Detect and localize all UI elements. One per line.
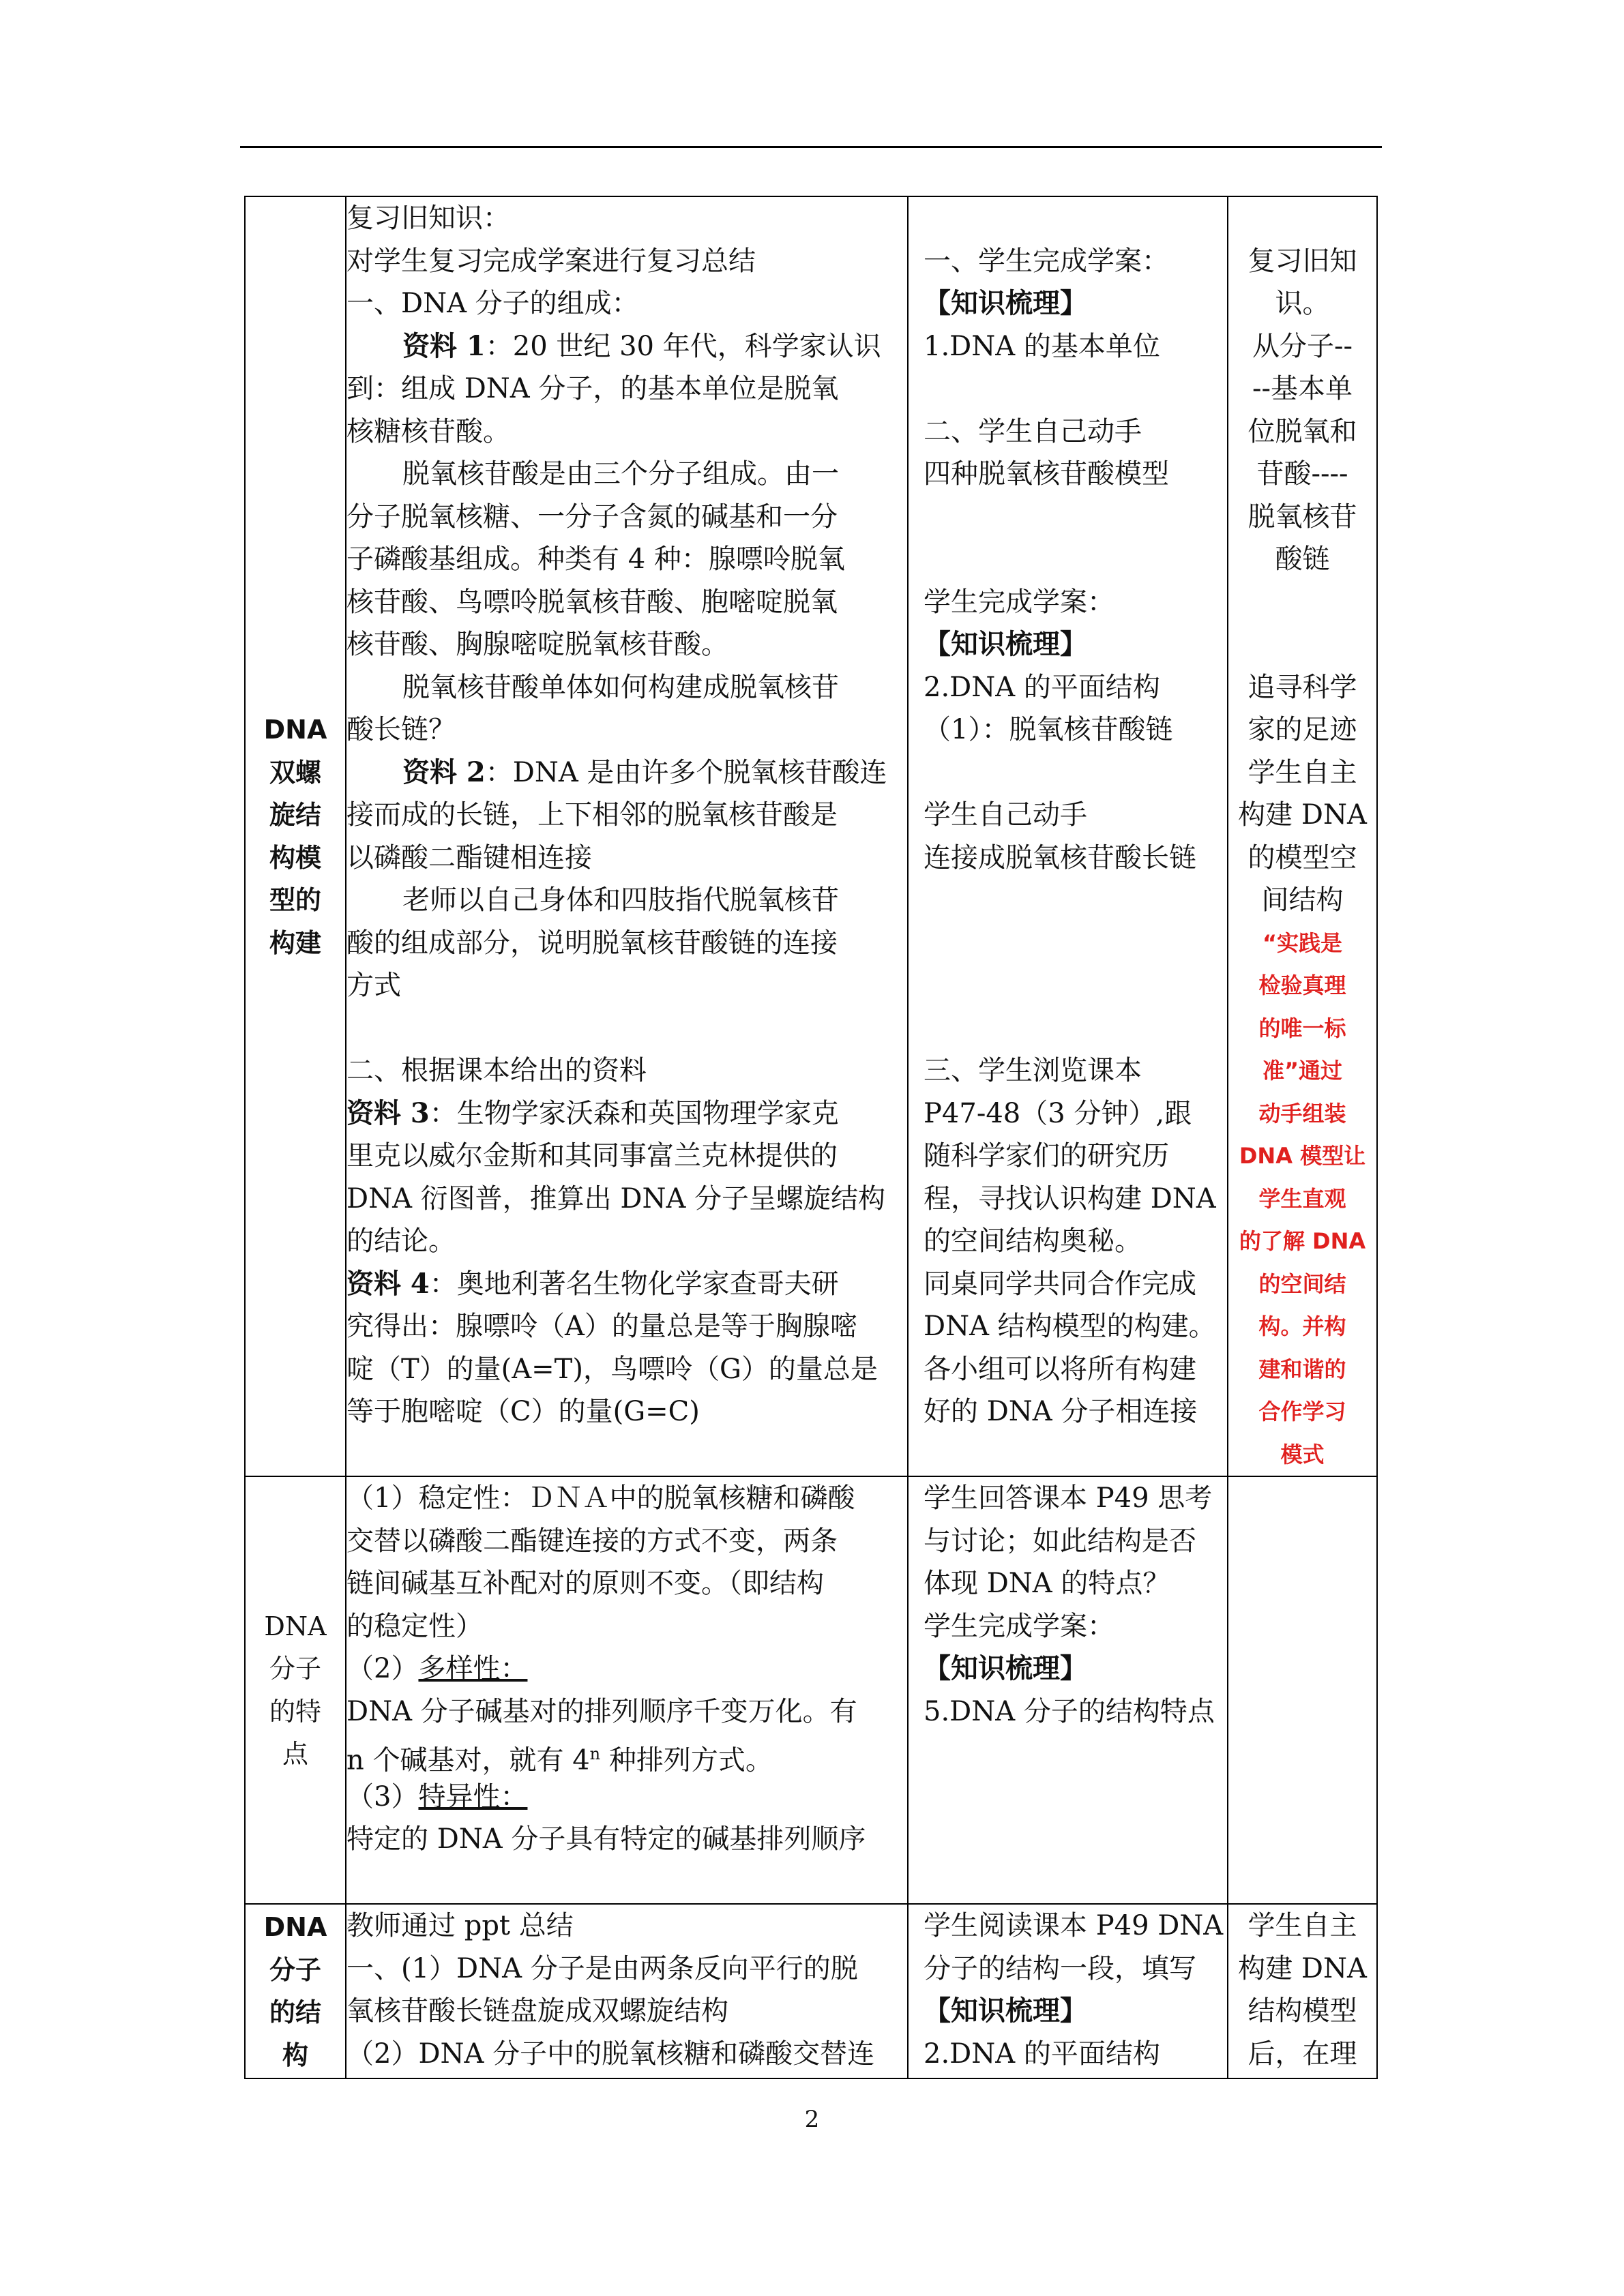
text-line: 学生自主 bbox=[1247, 756, 1357, 788]
topic-line: 型的 bbox=[269, 885, 321, 915]
text-line: 学生回答课本 P49 思考 bbox=[924, 1482, 1213, 1514]
knowledge-heading: 【知识梳理】 bbox=[924, 1652, 1087, 1684]
blank-line bbox=[346, 1007, 907, 1050]
text-line: 酸长链？ bbox=[346, 714, 456, 745]
text-line: 核苷酸、胸腺嘧啶脱氧核苷酸。 bbox=[346, 629, 728, 660]
text-line: 一、学生完成学案： bbox=[924, 245, 1169, 277]
text-line: n 个碱基对，就有 4$^n$ 种排列方式。 bbox=[346, 1744, 773, 1776]
text-line: 构建 DNA bbox=[1238, 1952, 1367, 1984]
text-line: 脱氧核苷酸单体如何构建成脱氧核苷 bbox=[402, 671, 839, 703]
topic-line: 点 bbox=[282, 1739, 308, 1769]
underlined-term: 多样性： bbox=[418, 1653, 528, 1684]
text-line: 以磷酸二酯键相连接 bbox=[346, 841, 592, 874]
superscript: n bbox=[589, 1744, 601, 1763]
text-line: 随科学家们的研究历 bbox=[924, 1140, 1169, 1172]
highlight-line: 准”通过 bbox=[1262, 1058, 1343, 1084]
topic-line: 分子 bbox=[269, 1654, 321, 1684]
knowledge-heading: 【知识梳理】 bbox=[924, 287, 1087, 319]
blank-line bbox=[924, 879, 1222, 922]
text-line: （1）稳定性：ＤＮＡ中的脱氧核糖和磷酸 bbox=[346, 1482, 855, 1514]
topic-line: 分子 bbox=[269, 1954, 321, 1985]
design-intent-cell bbox=[1228, 1476, 1377, 1904]
topic-line: DNA bbox=[263, 715, 327, 745]
text-line: 等于胞嘧啶（C）的量(G=C) bbox=[346, 1396, 700, 1427]
text-line: 的模型空 bbox=[1247, 841, 1357, 874]
text-line: 追寻科学 bbox=[1247, 671, 1357, 703]
topic-cell bbox=[245, 1904, 346, 2078]
lesson-plan-table bbox=[244, 196, 1378, 2079]
knowledge-heading: 【知识梳理】 bbox=[924, 628, 1087, 660]
text-line: （2）DNA 分子中的脱氧核糖和磷酸交替连 bbox=[346, 2038, 875, 2070]
highlight-line: 学生直观 bbox=[1258, 1185, 1346, 1212]
text-line: 接而成的长链，上下相邻的脱氧核苷酸是 bbox=[346, 799, 838, 831]
knowledge-heading: 【知识梳理】 bbox=[924, 1995, 1087, 2027]
teacher-activity-cell bbox=[346, 196, 908, 1476]
text-line: 的稳定性） bbox=[346, 1610, 483, 1642]
blank-line bbox=[1232, 581, 1372, 624]
text-line: （1）：脱氧核苷酸链 bbox=[924, 714, 1173, 745]
blank-line bbox=[1232, 197, 1372, 240]
highlight-line: 模式 bbox=[1280, 1441, 1325, 1467]
text-line: 苷酸---- bbox=[1256, 458, 1348, 490]
text-line: 学生完成学案： bbox=[924, 1610, 1114, 1642]
text-line: 从分子-- bbox=[1252, 330, 1353, 362]
table-row-characteristics bbox=[245, 1476, 1377, 1904]
text-line: 一、(1）DNA 分子是由两条反向平行的脱 bbox=[346, 1952, 858, 1984]
text-line: 学生完成学案： bbox=[924, 586, 1114, 618]
highlight-line: 检验真理 bbox=[1258, 972, 1346, 998]
text-line: 位脱氧和 bbox=[1247, 415, 1357, 447]
text-line: 教师通过 ppt 总结 bbox=[346, 1910, 574, 1941]
text-line: 资料 3：生物学家沃森和英国物理学家克 bbox=[346, 1097, 839, 1129]
topic-line: DNA bbox=[264, 1611, 327, 1641]
text-line: 同桌同学共同合作完成 bbox=[924, 1268, 1196, 1300]
highlight-line: 合作学习 bbox=[1258, 1399, 1346, 1425]
text-line: 的空间结构奥秘。 bbox=[924, 1225, 1142, 1257]
text-line: 分子脱氧核糖、一分子含氮的碱基和一分 bbox=[346, 501, 838, 533]
text-line: 识。 bbox=[1275, 288, 1330, 319]
text-line: （2）多样性： bbox=[346, 1653, 528, 1684]
text-line: 酸链 bbox=[1275, 543, 1330, 575]
text-line: DNA 衍图普，推算出 DNA 分子呈螺旋结构 bbox=[346, 1182, 886, 1214]
text-line: 交替以磷酸二酯键连接的方式不变，两条 bbox=[346, 1525, 838, 1557]
text-line: 到：组成 DNA 分子，的基本单位是脱氧 bbox=[346, 373, 839, 404]
blank-line bbox=[924, 1007, 1222, 1050]
text-line: 2.DNA 的平面结构 bbox=[924, 671, 1160, 703]
design-intent-cell bbox=[1228, 1904, 1377, 2078]
text-line: 程，寻找认识构建 DNA bbox=[924, 1182, 1216, 1214]
text-line: 5.DNA 分子的结构特点 bbox=[924, 1695, 1215, 1727]
topic-line: 双螺 bbox=[269, 757, 321, 788]
blank-line bbox=[924, 368, 1222, 411]
topic-line: 构建 bbox=[269, 927, 321, 958]
header-rule bbox=[240, 146, 1382, 148]
text-line: 结构模型 bbox=[1247, 1995, 1357, 2027]
text-line: 分子的结构一段，填写 bbox=[924, 1952, 1196, 1984]
text-line: 间结构 bbox=[1261, 884, 1344, 916]
highlight-line: 动手组装 bbox=[1258, 1100, 1346, 1127]
text-line: 资料 2：DNA 是由许多个脱氧核苷酸连 bbox=[402, 756, 887, 788]
highlight-line: “实践是 bbox=[1262, 929, 1343, 956]
blank-line bbox=[924, 964, 1222, 1007]
text-line: 1.DNA 的基本单位 bbox=[924, 330, 1160, 362]
student-activity-cell bbox=[908, 1476, 1228, 1904]
text-line: 的结论。 bbox=[346, 1225, 456, 1257]
text-line: 核糖核苷酸。 bbox=[346, 415, 510, 447]
text-line: 资料 1：20 世纪 30 年代，科学家认识 bbox=[402, 329, 881, 362]
text-line: 学生阅读课本 P49 DNA bbox=[924, 1910, 1224, 1941]
topic-line: 构模 bbox=[269, 842, 321, 873]
topic-line: 构 bbox=[282, 2040, 308, 2070]
text-line: 各小组可以将所有构建 bbox=[924, 1353, 1196, 1385]
material-label: 资料 3 bbox=[346, 1097, 430, 1129]
text-line: 究得出：腺嘌呤（A）的量总是等于胸腺嘧 bbox=[346, 1311, 857, 1342]
text-line: 后，在理 bbox=[1247, 2038, 1357, 2070]
student-activity-cell bbox=[908, 1904, 1228, 2078]
blank-line bbox=[924, 197, 1222, 240]
text-line: 脱氧核苷 bbox=[1247, 501, 1357, 533]
blank-line bbox=[924, 538, 1222, 581]
teacher-activity-cell bbox=[346, 1904, 908, 2078]
material-label: 资料 1 bbox=[402, 329, 486, 362]
text-line: 家的足迹 bbox=[1247, 714, 1357, 745]
text-line: 里克以威尔金斯和其同事富兰克林提供的 bbox=[346, 1140, 838, 1172]
text-line: 子磷酸基组成。种类有 4 种：腺嘌呤脱氧 bbox=[346, 543, 845, 575]
text-line: 学生自己动手 bbox=[924, 799, 1087, 831]
text-line: 资料 4：奥地利著名生物化学家查哥夫研 bbox=[346, 1267, 839, 1300]
highlight-line: 的唯一标 bbox=[1258, 1015, 1346, 1041]
material-label: 资料 4 bbox=[346, 1267, 430, 1300]
text-line: 氧核苷酸长链盘旋成双螺旋结构 bbox=[346, 1995, 728, 2027]
student-activity-cell bbox=[908, 196, 1228, 1476]
text-line: 构建 DNA bbox=[1238, 799, 1367, 831]
topic-cell bbox=[245, 196, 346, 1476]
text-line: 连接成脱氧核苷酸长链 bbox=[924, 841, 1196, 874]
text-line: （3）特异性： bbox=[346, 1780, 528, 1813]
text-line: 啶（T）的量(A=T)，鸟嘌呤（G）的量总是 bbox=[346, 1353, 878, 1385]
topic-line: DNA bbox=[263, 1912, 327, 1942]
text-line: 与讨论；如此结构是否 bbox=[924, 1525, 1196, 1557]
blank-line bbox=[924, 751, 1222, 794]
design-intent-cell bbox=[1228, 196, 1377, 1476]
blank-line bbox=[924, 496, 1222, 539]
text-line: 四种脱氧核苷酸模型 bbox=[924, 458, 1169, 490]
highlight-line: DNA 模型让 bbox=[1239, 1143, 1366, 1169]
text-line: 酸的组成部分，说明脱氧核苷酸链的连接 bbox=[346, 927, 838, 959]
page-number: 2 bbox=[804, 2106, 820, 2133]
text-line: 好的 DNA 分子相连接 bbox=[924, 1396, 1198, 1427]
highlight-line: 构。并构 bbox=[1258, 1313, 1346, 1339]
text-line: --基本单 bbox=[1252, 373, 1353, 404]
text-line: 二、学生自己动手 bbox=[924, 415, 1142, 447]
text-line: 特定的 DNA 分子具有特定的碱基排列顺序 bbox=[346, 1823, 866, 1855]
material-label: 资料 2 bbox=[402, 756, 486, 788]
text-line: P47-48（3 分钟）,跟 bbox=[924, 1097, 1192, 1129]
table-row-structure bbox=[245, 1904, 1377, 2078]
underlined-term: 特异性： bbox=[418, 1780, 528, 1813]
text-line: 脱氧核苷酸是由三个分子组成。由一 bbox=[402, 458, 839, 490]
text-line: 二、根据课本给出的资料 bbox=[346, 1055, 647, 1086]
text-line: 复习旧知识： bbox=[346, 203, 510, 234]
teacher-activity-cell bbox=[346, 1476, 908, 1904]
table-row-model-construction bbox=[245, 196, 1377, 1476]
text-line: 复习旧知 bbox=[1247, 245, 1357, 277]
text-line: 对学生复习完成学案进行复习总结 bbox=[346, 245, 756, 277]
topic-line: 旋结 bbox=[269, 800, 321, 830]
blank-line bbox=[1232, 623, 1372, 666]
text-line: 学生自主 bbox=[1247, 1910, 1357, 1941]
text-line: 2.DNA 的平面结构 bbox=[924, 2038, 1160, 2070]
highlight-line: 建和谐的 bbox=[1258, 1356, 1346, 1382]
text-line: 体现 DNA 的特点？ bbox=[924, 1568, 1170, 1599]
highlight-line: 的了解 DNA bbox=[1239, 1228, 1366, 1254]
highlight-line: 的空间结 bbox=[1258, 1270, 1346, 1297]
blank-line bbox=[924, 922, 1222, 965]
text-line: 核苷酸、鸟嘌呤脱氧核苷酸、胞嘧啶脱氧 bbox=[346, 586, 838, 618]
text-line: 一、DNA 分子的组成： bbox=[346, 288, 639, 319]
text-line: 链间碱基互补配对的原则不变。（即结构 bbox=[346, 1568, 824, 1599]
text-line: 方式 bbox=[346, 970, 401, 1001]
text-line: 老师以自己身体和四肢指代脱氧核苷 bbox=[402, 884, 839, 916]
text-line: DNA 分子碱基对的排列顺序千变万化。有 bbox=[346, 1695, 857, 1727]
text-line: 三、学生浏览课本 bbox=[924, 1055, 1142, 1086]
text-line: DNA 结构模型的构建。 bbox=[924, 1311, 1216, 1342]
topic-line: 的结 bbox=[269, 1997, 321, 2027]
topic-cell bbox=[245, 1476, 346, 1904]
topic-line: 的特 bbox=[269, 1696, 321, 1727]
